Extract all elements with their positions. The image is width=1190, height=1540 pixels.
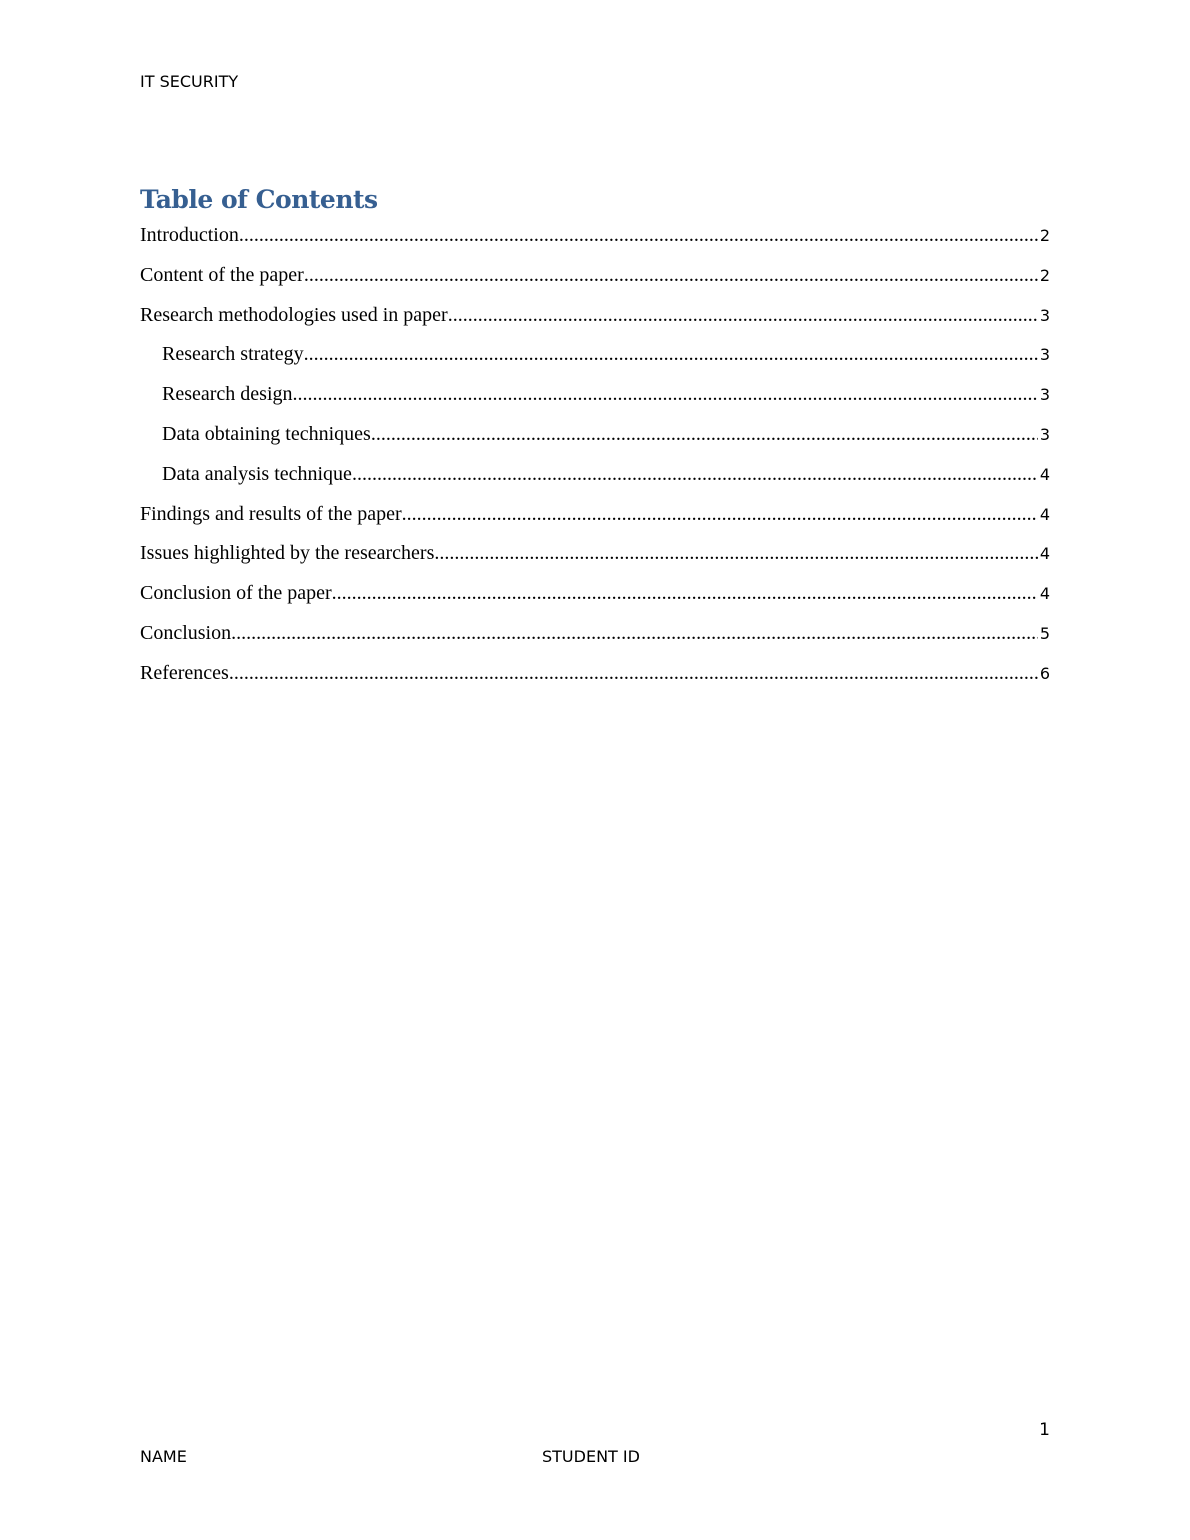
toc-entry[interactable] xyxy=(140,224,1050,264)
toc-entry-page: 5 xyxy=(1039,623,1050,643)
page-number: 1 xyxy=(1039,1420,1050,1440)
toc-entry-label[interactable]: Conclusion xyxy=(140,621,232,644)
toc-entry[interactable] xyxy=(140,383,1050,423)
toc-leader-dots xyxy=(304,343,1038,366)
toc-entry-page: 2 xyxy=(1039,265,1050,285)
toc-entry-page: 3 xyxy=(1039,305,1050,325)
toc-entry[interactable] xyxy=(140,582,1050,622)
toc-entry[interactable] xyxy=(140,622,1050,662)
toc-entry-label[interactable]: Content of the paper xyxy=(140,263,304,286)
toc-entry[interactable] xyxy=(140,343,1050,383)
toc-entry-page: 3 xyxy=(1039,424,1050,444)
toc-entry-page: 6 xyxy=(1039,663,1050,683)
toc-entry-page: 2 xyxy=(1039,226,1050,245)
toc-leader-dots xyxy=(293,383,1038,406)
toc-entry-label[interactable]: Research design xyxy=(162,383,293,406)
toc-entry-label[interactable]: Research strategy xyxy=(162,343,304,366)
toc-entry[interactable] xyxy=(140,423,1050,463)
toc-entry-label[interactable]: References xyxy=(140,661,229,684)
toc-entry-label[interactable]: Introduction xyxy=(140,224,239,246)
toc-leader-dots xyxy=(352,463,1038,486)
toc-leader-dots xyxy=(229,662,1038,685)
toc-leader-dots xyxy=(402,503,1038,526)
footer-student-id: STUDENT ID xyxy=(542,1447,640,1466)
toc-leader-dots xyxy=(239,224,1038,247)
toc-leader-dots xyxy=(332,582,1038,605)
toc-entry-page: 3 xyxy=(1039,385,1050,405)
toc-leader-dots xyxy=(434,542,1037,565)
toc-entry-page: 4 xyxy=(1039,544,1050,564)
table-of-contents xyxy=(140,224,1050,702)
toc-entry-label[interactable]: Conclusion of the paper xyxy=(140,582,332,605)
running-header: IT SECURITY xyxy=(140,72,239,91)
toc-entry[interactable] xyxy=(140,264,1050,304)
toc-entry[interactable] xyxy=(140,304,1050,344)
toc-leader-dots xyxy=(231,622,1038,645)
toc-entry[interactable] xyxy=(140,542,1050,582)
toc-leader-dots xyxy=(371,423,1038,446)
toc-entry[interactable] xyxy=(140,463,1050,503)
toc-entry-page: 3 xyxy=(1039,345,1050,365)
footer-name: NAME xyxy=(140,1447,187,1466)
toc-entry-page: 4 xyxy=(1039,584,1050,604)
toc-entry-page: 4 xyxy=(1039,504,1050,524)
toc-leader-dots xyxy=(448,304,1038,327)
toc-leader-dots xyxy=(304,264,1038,287)
toc-entry[interactable] xyxy=(140,662,1050,702)
toc-entry-page: 4 xyxy=(1039,464,1050,484)
toc-entry-label[interactable]: Findings and results of the paper xyxy=(140,502,402,525)
toc-entry[interactable] xyxy=(140,503,1050,543)
toc-entry-label[interactable]: Research methodologies used in paper xyxy=(140,303,448,326)
toc-entry-label[interactable]: Data analysis technique xyxy=(162,462,352,485)
toc-entry-label[interactable]: Data obtaining techniques xyxy=(162,422,371,445)
toc-entry-label[interactable]: Issues highlighted by the researchers xyxy=(140,542,435,565)
toc-heading: Table of Contents xyxy=(140,185,378,214)
